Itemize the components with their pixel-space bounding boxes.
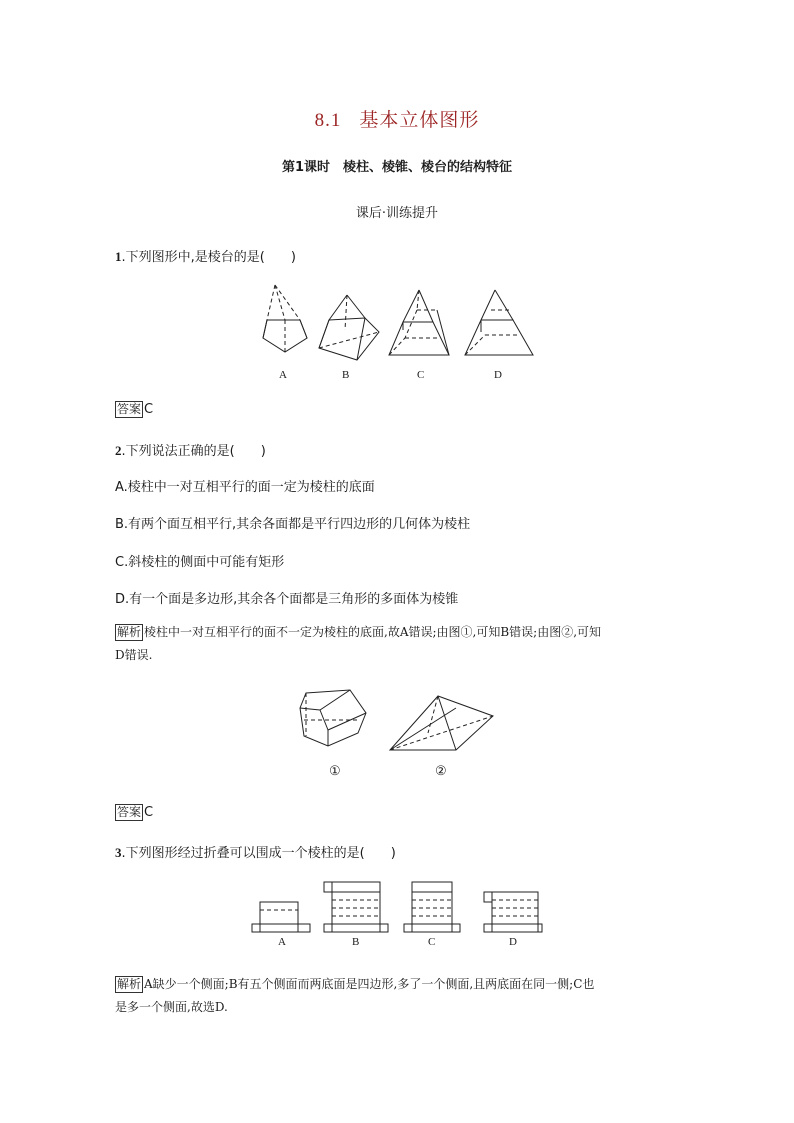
net-label-d: D xyxy=(509,936,517,948)
net-b-shape xyxy=(324,882,388,932)
question-text: .下列图形中,是棱台的是( ) xyxy=(121,250,296,265)
question-1-answer xyxy=(115,401,153,418)
title-text: 基本立体图形 xyxy=(359,109,480,131)
net-a-shape xyxy=(252,902,310,932)
figure-2-shape xyxy=(390,696,493,750)
question-1-stem xyxy=(115,246,296,265)
explain-tag: 解析 xyxy=(117,625,142,639)
question-2-figures xyxy=(298,688,498,758)
figure-label-a: A xyxy=(279,369,287,381)
explain-line-2: 是多一个侧面,故选D. xyxy=(115,1000,228,1014)
option-b: B.有两个面互相平行,其余各面都是平行四边形的几何体为棱柱 xyxy=(115,517,471,532)
figure-label-b: B xyxy=(342,369,350,381)
lesson-subtitle: 第1课时 棱柱、棱锥、棱台的结构特征 xyxy=(281,160,513,175)
option-d: D.有一个面是多边形,其余各个面都是三角形的多面体为棱锥 xyxy=(115,592,459,607)
figure-label-1: ① xyxy=(329,763,341,778)
figure-label-d: D xyxy=(494,369,502,381)
figure-label-2: ② xyxy=(435,763,447,778)
question-number: 2 xyxy=(115,443,122,458)
answer-tag: 答案 xyxy=(117,402,142,416)
question-number: 3 xyxy=(115,845,122,860)
question-3-stem xyxy=(115,842,396,861)
explain-tag: 解析 xyxy=(117,977,142,991)
figure-c-shape xyxy=(389,290,449,355)
question-3-explanation xyxy=(115,973,685,1019)
question-number: 1 xyxy=(115,249,122,264)
question-text: .下列图形经过折叠可以围成一个棱柱的是( ) xyxy=(121,846,396,861)
answer-value: C xyxy=(144,805,154,820)
net-label-a: A xyxy=(278,936,286,948)
figure-b-shape xyxy=(319,295,379,360)
figure-1-shape xyxy=(300,690,366,746)
question-3-figures xyxy=(250,880,550,935)
question-2-stem xyxy=(115,440,266,459)
question-text: .下列说法正确的是( ) xyxy=(121,444,266,459)
net-d-shape xyxy=(484,892,542,932)
question-2-answer xyxy=(115,804,153,821)
figure-a-shape xyxy=(263,285,307,352)
net-label-c: C xyxy=(428,936,436,948)
question-2-explanation xyxy=(115,621,685,667)
answer-value: C xyxy=(144,402,154,417)
explain-line-1: 棱柱中一对互相平行的面不一定为棱柱的底面,故A错误;由图①,可知B错误;由图②,可知 xyxy=(144,625,602,639)
section-heading: 课后·训练提升 xyxy=(355,206,439,221)
figure-label-c: C xyxy=(417,369,425,381)
page-title xyxy=(0,105,794,132)
net-c-shape xyxy=(404,882,460,932)
answer-tag: 答案 xyxy=(117,805,142,819)
question-1-figures xyxy=(255,280,555,370)
option-c: C.斜棱柱的侧面中可能有矩形 xyxy=(115,555,285,570)
explain-line-1: A缺少一个侧面;B有五个侧面而两底面是四边形,多了一个侧面,且两底面在同一侧;C也 xyxy=(144,977,595,991)
section-number: 8.1 xyxy=(314,110,342,131)
figure-d-shape xyxy=(465,290,533,355)
explain-line-2: D错误. xyxy=(115,648,153,662)
option-a: A.棱柱中一对互相平行的面一定为棱柱的底面 xyxy=(115,480,375,495)
net-label-b: B xyxy=(352,936,360,948)
